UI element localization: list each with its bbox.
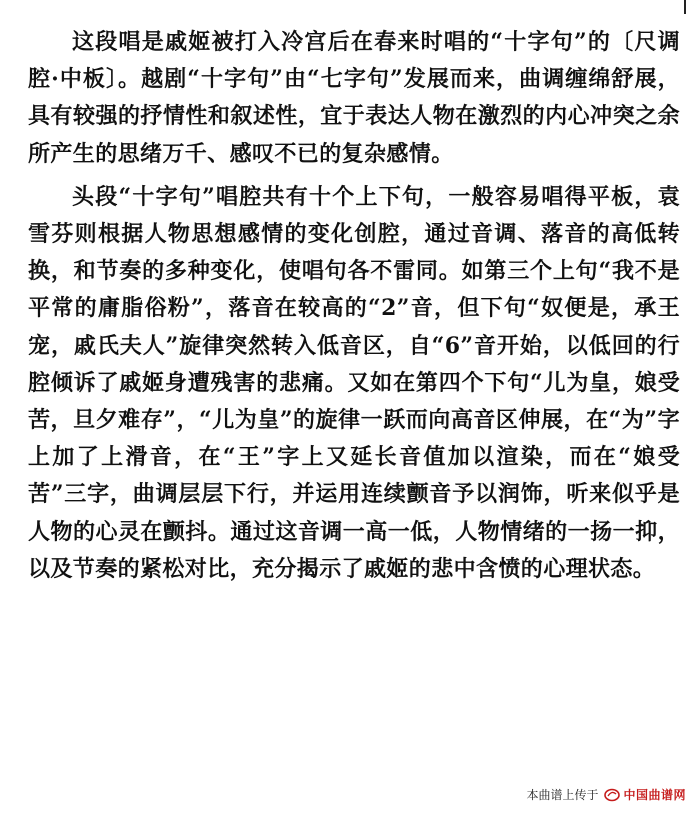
site-logo[interactable] xyxy=(604,786,686,803)
paragraph-1: 这段唱是戚姬被打入冷宫后在春来时唱的“十字句”的〔尺调腔·中板〕。越剧“十字句”由“七字句”发展而来，曲调缠绵舒展，具有较强的抒情性和叙述性，宜于表达人物在激烈的内心冲突之余所产生的思绪万千、感叹不已的复杂感情。 xyxy=(28,29,680,167)
article-body xyxy=(28,24,680,594)
site-logo-icon xyxy=(604,788,620,802)
upload-footer xyxy=(526,786,686,803)
paragraph-2: 头段“十字句”唱腔共有十个上下句，一般容易唱得平板，袁雪芬则根据人物思想感情的变化创腔，通过音调、落音的高低转换，和节奏的多种变化，使唱句各不雷同。如第三个上句“我不是平常的庸脂俗粉”，落音在较高的“2”音，但下句“奴便是，承王宠，戚氏夫人”旋律突然转入低音区，自“6”音开始，以低回的行腔倾诉了戚姬身遭残害的悲痛。又如在第四个下句“儿为皇，娘受苦，旦夕难存”，“儿为皇”的旋律一跃而向高音区伸展，在“为”字上加了上滑音，在“王”字上又延长音值加以渲染，而在“娘受苦”三字，曲调层层下行，并运用连续颤音予以润饰，听来似乎是人物的心灵在颤抖。通过这音调一高一低，人物情绪的一扬一抑，以及节奏的紧松对比，充分揭示了戚姬的悲中含愤的心理状态。 xyxy=(28,183,680,582)
upload-caption: 本曲谱上传于 xyxy=(526,788,599,802)
page-edge-mark xyxy=(684,0,686,14)
site-name: 中国曲谱网 xyxy=(623,788,686,802)
